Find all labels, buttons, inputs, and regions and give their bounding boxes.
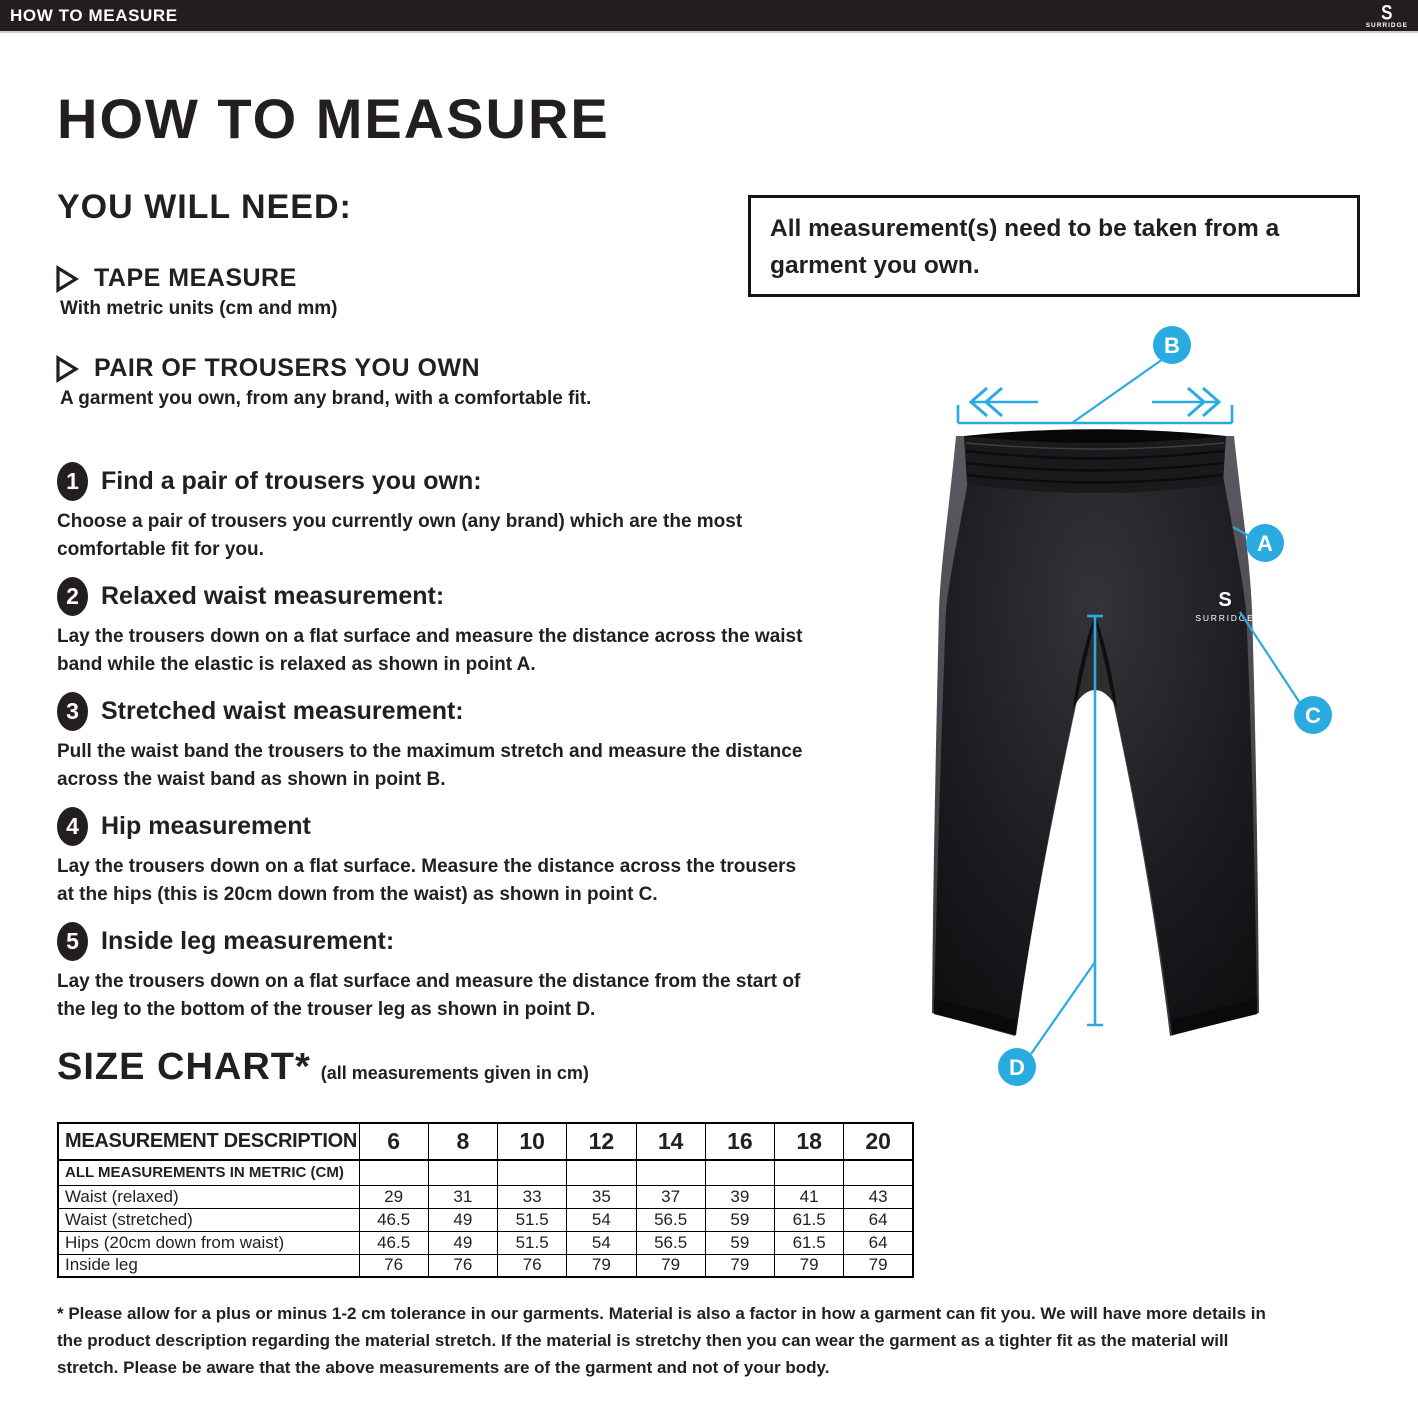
step-body: Lay the trousers down on a flat surface and measure the distance from the start of the leg to the bottom of the trouser leg as shown in point D. xyxy=(57,971,801,1020)
cell: 79 xyxy=(567,1254,636,1277)
step-head xyxy=(57,462,817,501)
header-size: 8 xyxy=(428,1123,497,1160)
cell: 79 xyxy=(775,1254,844,1277)
cell: 79 xyxy=(844,1254,913,1277)
size-chart-heading xyxy=(57,1046,589,1089)
surridge-logo xyxy=(1365,0,1408,30)
cell: 49 xyxy=(428,1231,497,1254)
you-will-need-heading: YOU WILL NEED: xyxy=(57,188,352,226)
point-c-label: C xyxy=(1305,703,1321,728)
point-d-leader xyxy=(1031,962,1095,1054)
need-caption: With metric units (cm and mm) xyxy=(60,298,338,319)
empty-cell xyxy=(567,1160,636,1185)
cell: 41 xyxy=(775,1185,844,1208)
cell: 61.5 xyxy=(775,1231,844,1254)
top-bar-title: HOW TO MEASURE xyxy=(10,5,178,25)
step-title: Find a pair of trousers you own: xyxy=(101,467,482,495)
empty-cell xyxy=(498,1160,567,1185)
tolerance-footnote: * Please allow for a plus or minus 1-2 cm tolerance in our garments. Material is also a factor in how a garment can fit you. We will have more details in the product description regarding the material stretch. If the material is stretchy then you can wear the garment as a tighter fit as the material will stretch. Please be aware that the above measurements are of the garment and not of your body. xyxy=(57,1304,1266,1378)
step-number-badge: 3 xyxy=(57,692,88,731)
point-a-label: A xyxy=(1257,531,1273,556)
play-triangle-icon xyxy=(55,355,79,383)
point-b-label: B xyxy=(1164,333,1180,358)
step-head xyxy=(57,922,817,961)
cell: 56.5 xyxy=(636,1208,705,1231)
header-size: 16 xyxy=(705,1123,774,1160)
header-size: 10 xyxy=(498,1123,567,1160)
empty-cell xyxy=(844,1160,913,1185)
table-row-hips xyxy=(58,1231,913,1254)
step-head xyxy=(57,692,817,731)
cell: 49 xyxy=(428,1208,497,1231)
measurement-note-box xyxy=(748,195,1360,297)
row-label: Waist (stretched) xyxy=(58,1208,359,1231)
step-4 xyxy=(57,807,817,908)
table-header-row xyxy=(58,1123,913,1160)
empty-cell xyxy=(428,1160,497,1185)
header-size: 20 xyxy=(844,1123,913,1160)
cell: 46.5 xyxy=(359,1231,428,1254)
empty-cell xyxy=(636,1160,705,1185)
top-bar xyxy=(0,0,1418,33)
surridge-wordmark: SURRIDGE xyxy=(1365,21,1408,29)
step-5 xyxy=(57,922,817,1023)
need-label: PAIR OF TROUSERS YOU OWN xyxy=(94,354,481,382)
need-head xyxy=(55,354,755,383)
measurement-note-text: All measurement(s) need to be taken from a garment you own. xyxy=(770,215,1280,279)
trousers-figure xyxy=(880,310,1400,1120)
step-head xyxy=(57,577,817,616)
garment-wordmark: SURRIDGE xyxy=(1195,613,1255,623)
step-3 xyxy=(57,692,817,793)
metric-note-row xyxy=(58,1160,913,1185)
step-title: Inside leg measurement: xyxy=(101,927,395,955)
step-body: Choose a pair of trousers you currently own (any brand) which are the most comfortable fit for you. xyxy=(57,511,743,560)
point-b-leader xyxy=(1072,359,1163,423)
cell: 43 xyxy=(844,1185,913,1208)
empty-cell xyxy=(775,1160,844,1185)
cell: 79 xyxy=(705,1254,774,1277)
waistband xyxy=(964,436,1226,493)
step-number-badge: 4 xyxy=(57,807,88,846)
need-caption: A garment you own, from any brand, with a comfortable fit. xyxy=(60,388,592,409)
header-size: 18 xyxy=(775,1123,844,1160)
play-triangle-icon xyxy=(55,265,79,293)
step-1 xyxy=(57,462,817,563)
metric-note-label: ALL MEASUREMENTS IN METRIC (CM) xyxy=(58,1160,359,1185)
need-head xyxy=(55,264,755,293)
cell: 61.5 xyxy=(775,1208,844,1231)
cell: 29 xyxy=(359,1185,428,1208)
cell: 79 xyxy=(636,1254,705,1277)
table-row-waist-stretched xyxy=(58,1208,913,1231)
step-number-badge: 1 xyxy=(57,462,88,501)
cell: 31 xyxy=(428,1185,497,1208)
row-label: Hips (20cm down from waist) xyxy=(58,1231,359,1254)
trousers-measurement-diagram xyxy=(880,310,1400,1120)
header-size: 12 xyxy=(567,1123,636,1160)
empty-cell xyxy=(359,1160,428,1185)
garment-s-icon: S xyxy=(1218,589,1232,611)
cell: 54 xyxy=(567,1208,636,1231)
cell: 64 xyxy=(844,1231,913,1254)
step-body: Lay the trousers down on a flat surface and measure the distance across the waist band while the elastic is relaxed as shown in point A. xyxy=(57,626,803,675)
table-row-waist-relaxed xyxy=(58,1185,913,1208)
step-title: Stretched waist measurement: xyxy=(101,697,464,725)
step-body: Lay the trousers down on a flat surface. Measure the distance across the trousers at the hips (this is 20cm down from the waist) as shown in point C. xyxy=(57,856,797,905)
step-2 xyxy=(57,577,817,678)
empty-cell xyxy=(705,1160,774,1185)
cell: 59 xyxy=(705,1231,774,1254)
step-title: Hip measurement xyxy=(101,812,311,840)
cell: 51.5 xyxy=(498,1231,567,1254)
step-body: Pull the waist band the trousers to the maximum stretch and measure the distance across the waist band as shown in point B. xyxy=(57,741,803,790)
cell: 54 xyxy=(567,1231,636,1254)
point-d-label: D xyxy=(1009,1055,1025,1080)
cell: 64 xyxy=(844,1208,913,1231)
step-head xyxy=(57,807,817,846)
cell: 76 xyxy=(498,1254,567,1277)
cell: 76 xyxy=(359,1254,428,1277)
cell: 37 xyxy=(636,1185,705,1208)
cell: 51.5 xyxy=(498,1208,567,1231)
header-size: 6 xyxy=(359,1123,428,1160)
step-number-badge: 5 xyxy=(57,922,88,961)
cell: 46.5 xyxy=(359,1208,428,1231)
page-title: HOW TO MEASURE xyxy=(57,87,610,150)
header-measurement-description: MEASUREMENT DESCRIPTION xyxy=(58,1123,359,1160)
cell: 56.5 xyxy=(636,1231,705,1254)
need-item-tape-measure xyxy=(55,264,755,320)
cell: 35 xyxy=(567,1185,636,1208)
row-label: Inside leg xyxy=(58,1254,359,1277)
row-label: Waist (relaxed) xyxy=(58,1185,359,1208)
cell: 33 xyxy=(498,1185,567,1208)
size-chart-title: SIZE CHART* xyxy=(57,1046,311,1088)
cell: 76 xyxy=(428,1254,497,1277)
header-size: 14 xyxy=(636,1123,705,1160)
size-chart-subtitle: (all measurements given in cm) xyxy=(320,1063,589,1083)
step-number-badge: 2 xyxy=(57,577,88,616)
cell: 39 xyxy=(705,1185,774,1208)
need-label: TAPE MEASURE xyxy=(94,264,297,292)
cell: 59 xyxy=(705,1208,774,1231)
step-title: Relaxed waist measurement: xyxy=(101,582,445,610)
need-item-trousers xyxy=(55,354,755,410)
size-chart-table xyxy=(57,1122,914,1278)
table-row-inside-leg xyxy=(58,1254,913,1277)
surridge-s-icon: S xyxy=(1381,0,1393,25)
